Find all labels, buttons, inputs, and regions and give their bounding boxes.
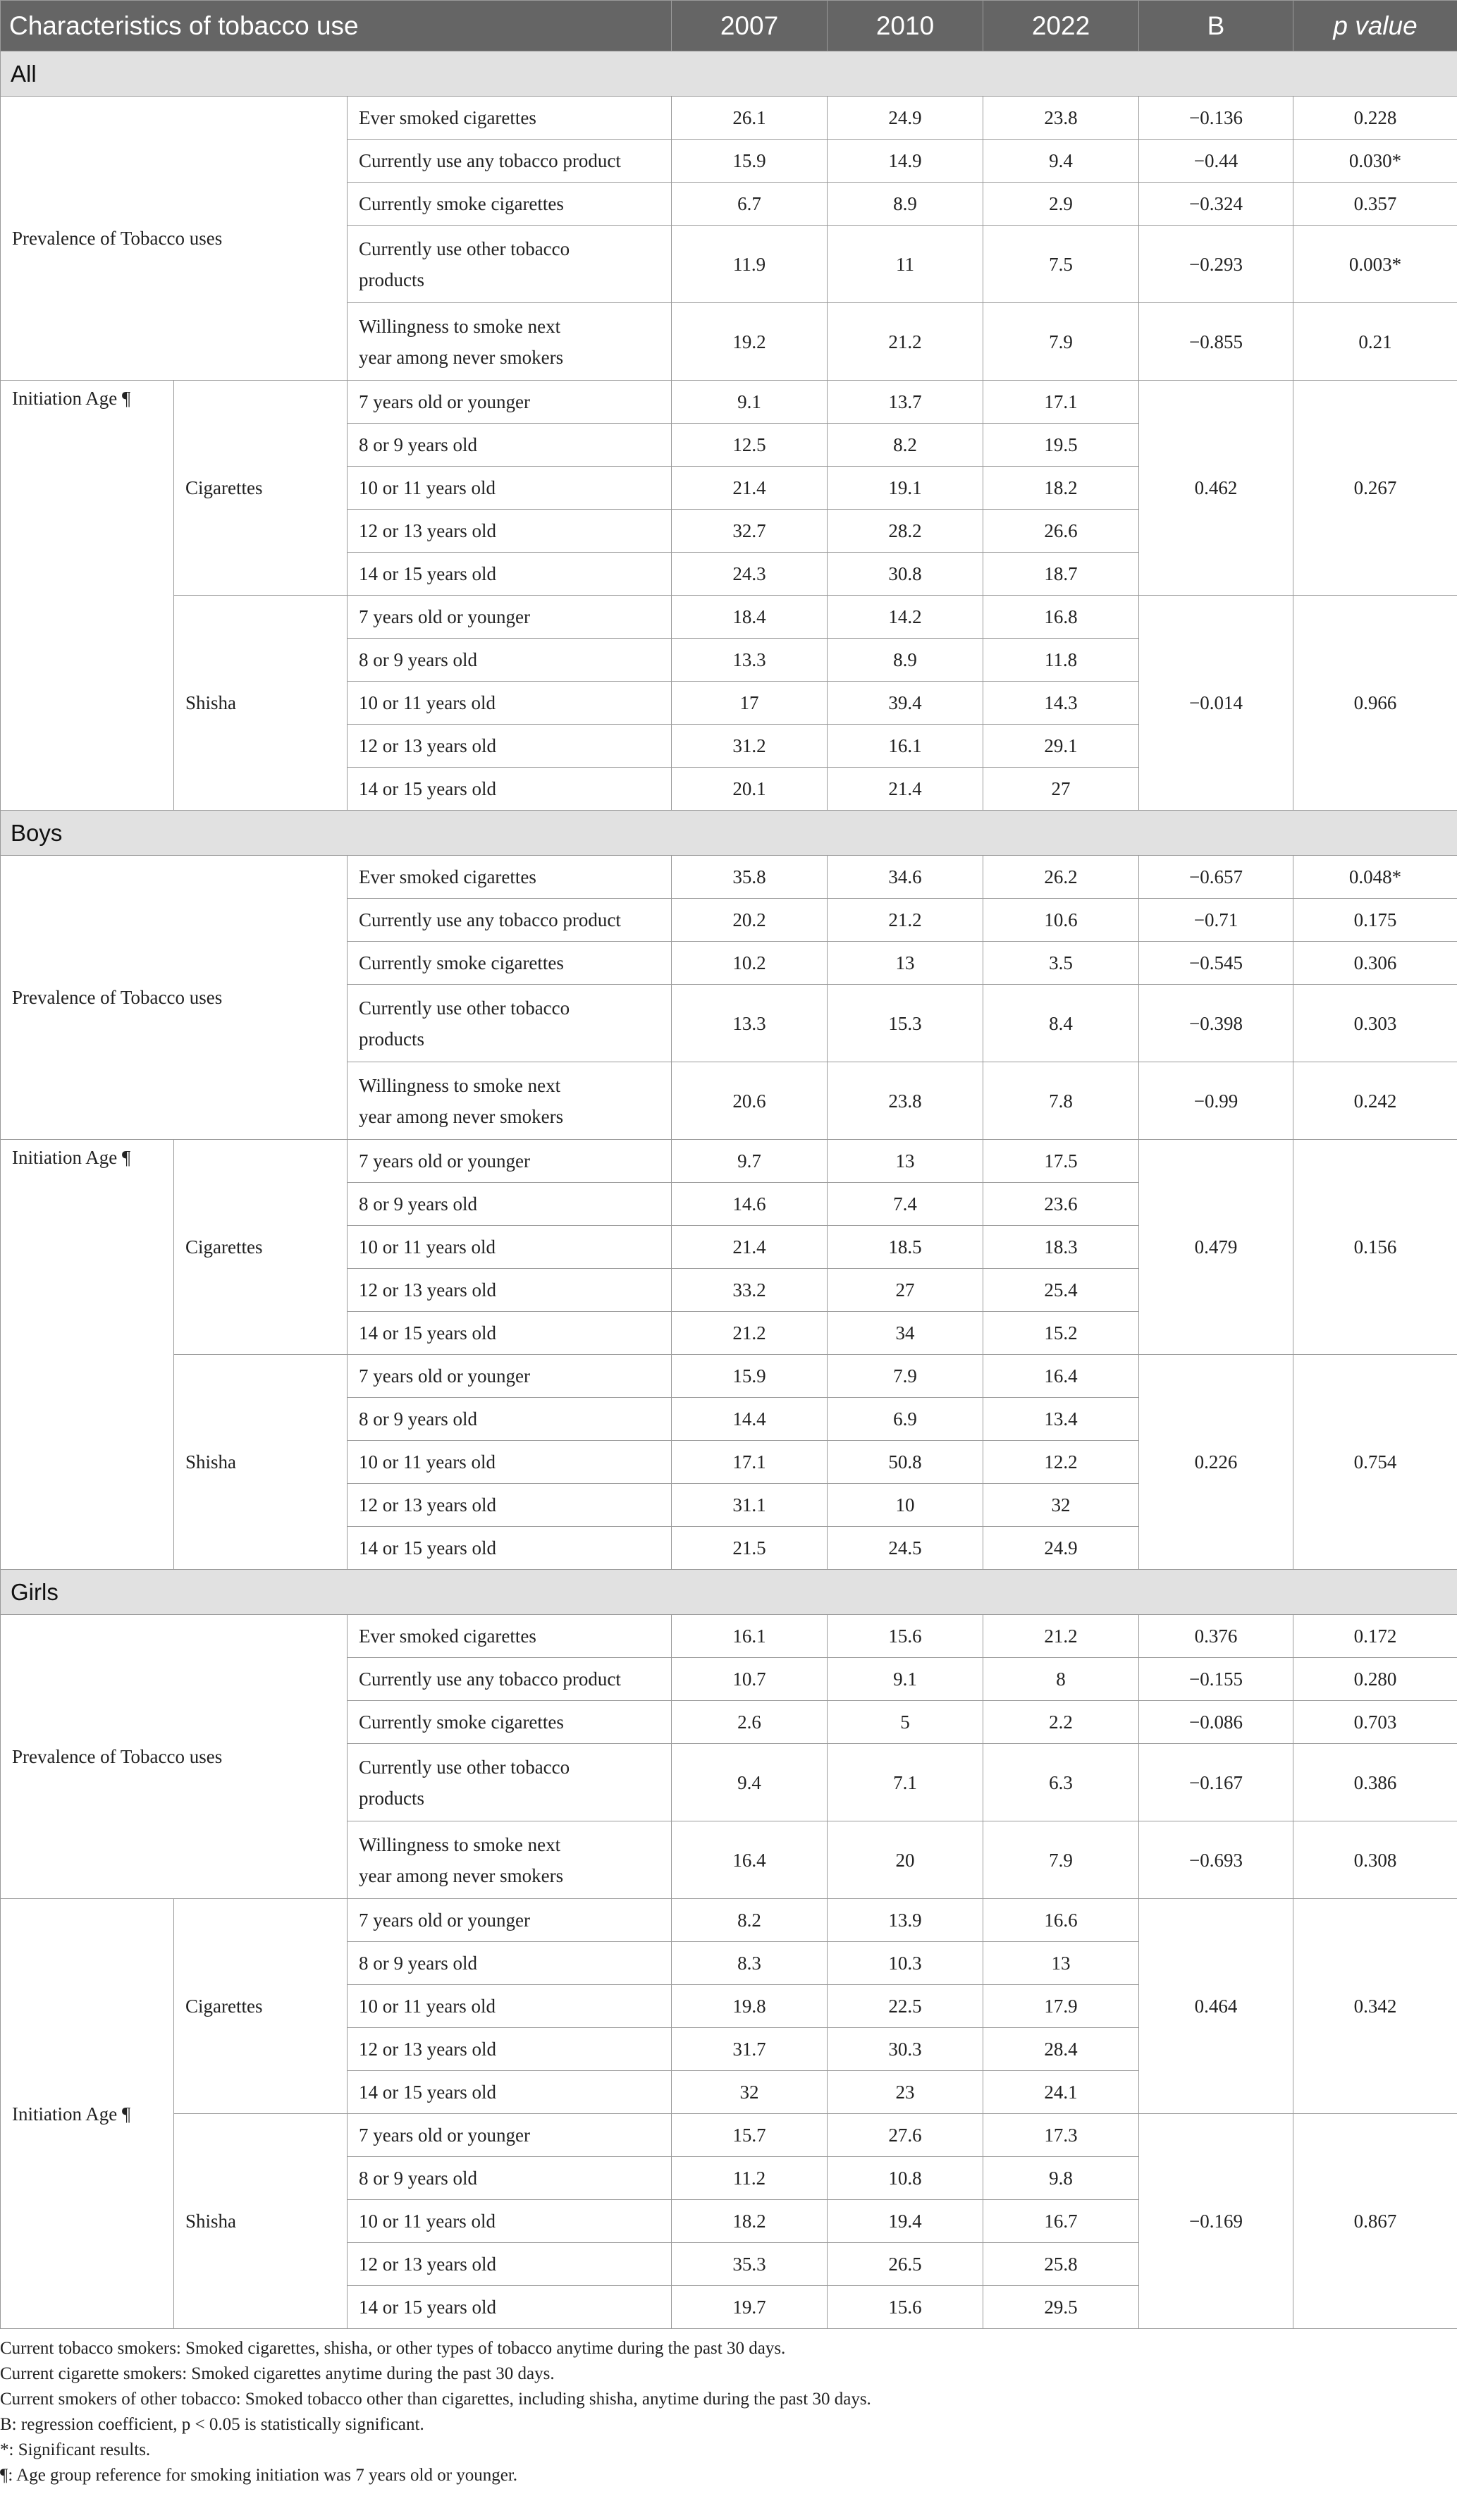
value-p: 0.342 (1293, 1899, 1457, 2114)
value-p: 0.308 (1293, 1821, 1457, 1899)
shisha-group-label: Shisha (174, 2114, 348, 2329)
value-b: −0.169 (1139, 2114, 1293, 2329)
header-p-value-text: p value (1333, 11, 1418, 40)
value-p: 0.306 (1293, 942, 1457, 985)
value-2022: 18.2 (983, 467, 1139, 510)
value-2010: 20 (828, 1821, 983, 1899)
value-2022: 27 (983, 768, 1139, 811)
table-row (1, 1899, 1457, 1942)
value-2007: 35.8 (672, 856, 828, 899)
value-2010: 21.2 (828, 303, 983, 381)
value-2010: 23.8 (828, 1062, 983, 1140)
value-2022: 23.8 (983, 97, 1139, 140)
value-b: −0.293 (1139, 226, 1293, 303)
cigarettes-group-label: Cigarettes (174, 1899, 348, 2114)
age-group-label: 8 or 9 years old (348, 424, 672, 467)
row-label: Currently use any tobacco product (348, 140, 672, 183)
value-2022: 8 (983, 1658, 1139, 1701)
age-group-label: 8 or 9 years old (348, 2157, 672, 2200)
value-p: 0.003* (1293, 226, 1457, 303)
value-2022: 17.3 (983, 2114, 1139, 2157)
value-b: 0.479 (1139, 1140, 1293, 1355)
value-2010: 18.5 (828, 1226, 983, 1269)
value-b: −0.167 (1139, 1744, 1293, 1821)
value-p: 0.228 (1293, 97, 1457, 140)
row-label: Currently use other tobacco products (348, 226, 672, 303)
value-2007: 18.4 (672, 596, 828, 639)
cigarettes-group-label: Cigarettes (174, 381, 348, 596)
value-2007: 31.1 (672, 1484, 828, 1527)
age-group-label: 7 years old or younger (348, 596, 672, 639)
value-2022: 7.9 (983, 1821, 1139, 1899)
value-2022: 14.3 (983, 682, 1139, 725)
value-2022: 18.7 (983, 553, 1139, 596)
value-2022: 16.8 (983, 596, 1139, 639)
value-2007: 10.2 (672, 942, 828, 985)
row-label: Willingness to smoke next year among never smokers (348, 303, 672, 381)
age-group-label: 12 or 13 years old (348, 725, 672, 768)
value-b: −0.99 (1139, 1062, 1293, 1140)
age-group-label: 7 years old or younger (348, 1355, 672, 1398)
age-group-label: 8 or 9 years old (348, 1942, 672, 1985)
value-2007: 19.7 (672, 2286, 828, 2329)
footnotes (0, 2329, 1457, 2488)
value-b: −0.71 (1139, 899, 1293, 942)
value-2010: 15.3 (828, 985, 983, 1062)
value-2022: 6.3 (983, 1744, 1139, 1821)
value-2010: 7.1 (828, 1744, 983, 1821)
header-row (1, 1, 1457, 51)
value-2010: 26.5 (828, 2243, 983, 2286)
value-2010: 15.6 (828, 1615, 983, 1658)
value-2007: 21.4 (672, 467, 828, 510)
row-label: Currently smoke cigarettes (348, 942, 672, 985)
value-2007: 8.2 (672, 1899, 828, 1942)
value-2007: 11.2 (672, 2157, 828, 2200)
value-2022: 7.8 (983, 1062, 1139, 1140)
value-2010: 14.9 (828, 140, 983, 183)
header-2007: 2007 (672, 1, 828, 51)
value-2010: 27 (828, 1269, 983, 1312)
table-row (1, 1615, 1457, 1658)
value-2007: 9.7 (672, 1140, 828, 1183)
value-2022: 17.9 (983, 1985, 1139, 2028)
age-group-label: 12 or 13 years old (348, 510, 672, 553)
row-label: Ever smoked cigarettes (348, 856, 672, 899)
value-2007: 17 (672, 682, 828, 725)
value-2022: 32 (983, 1484, 1139, 1527)
value-2022: 23.6 (983, 1183, 1139, 1226)
value-2010: 19.4 (828, 2200, 983, 2243)
value-2007: 8.3 (672, 1942, 828, 1985)
age-group-label: 12 or 13 years old (348, 2028, 672, 2071)
age-group-label: 10 or 11 years old (348, 1441, 672, 1484)
value-2010: 21.4 (828, 768, 983, 811)
value-p: 0.267 (1293, 381, 1457, 596)
age-group-label: 10 or 11 years old (348, 1985, 672, 2028)
table-row (1, 381, 1457, 424)
value-b: 0.464 (1139, 1899, 1293, 2114)
value-b: −0.014 (1139, 596, 1293, 811)
age-group-label: 7 years old or younger (348, 2114, 672, 2157)
header-characteristics: Characteristics of tobacco use (1, 1, 672, 51)
value-2022: 26.2 (983, 856, 1139, 899)
footnote: Current tobacco smokers: Smoked cigarettes, shisha, or other types of tobacco anytime during the past 30 days. (0, 2339, 786, 2358)
header-2022: 2022 (983, 1, 1139, 51)
value-2022: 26.6 (983, 510, 1139, 553)
row-label: Currently smoke cigarettes (348, 183, 672, 226)
value-2007: 35.3 (672, 2243, 828, 2286)
value-2007: 6.7 (672, 183, 828, 226)
value-2007: 14.4 (672, 1398, 828, 1441)
value-2022: 13 (983, 1942, 1139, 1985)
value-2010: 14.2 (828, 596, 983, 639)
value-p: 0.867 (1293, 2114, 1457, 2329)
age-group-label: 14 or 15 years old (348, 2071, 672, 2114)
value-2007: 21.2 (672, 1312, 828, 1355)
value-2007: 18.2 (672, 2200, 828, 2243)
value-2010: 28.2 (828, 510, 983, 553)
value-2010: 50.8 (828, 1441, 983, 1484)
value-2007: 9.1 (672, 381, 828, 424)
age-group-label: 10 or 11 years old (348, 1226, 672, 1269)
value-2007: 20.1 (672, 768, 828, 811)
value-p: 0.048* (1293, 856, 1457, 899)
value-2022: 2.2 (983, 1701, 1139, 1744)
value-2007: 20.2 (672, 899, 828, 942)
value-2007: 31.2 (672, 725, 828, 768)
value-2010: 34.6 (828, 856, 983, 899)
age-group-label: 14 or 15 years old (348, 1527, 672, 1570)
value-2022: 10.6 (983, 899, 1139, 942)
value-2022: 19.5 (983, 424, 1139, 467)
value-b: −0.136 (1139, 97, 1293, 140)
value-b: −0.155 (1139, 1658, 1293, 1701)
section-header (1, 51, 1457, 97)
footnote: Current cigarette smokers: Smoked cigarettes anytime during the past 30 days. (0, 2364, 555, 2383)
value-2010: 9.1 (828, 1658, 983, 1701)
row-label: Currently use any tobacco product (348, 899, 672, 942)
value-2022: 21.2 (983, 1615, 1139, 1658)
value-p: 0.386 (1293, 1744, 1457, 1821)
value-2010: 13 (828, 1140, 983, 1183)
value-2010: 19.1 (828, 467, 983, 510)
footnote: *: Significant results. (0, 2440, 151, 2459)
value-2022: 15.2 (983, 1312, 1139, 1355)
value-2007: 33.2 (672, 1269, 828, 1312)
age-group-label: 7 years old or younger (348, 1899, 672, 1942)
value-2007: 26.1 (672, 97, 828, 140)
value-2007: 21.4 (672, 1226, 828, 1269)
age-group-label: 14 or 15 years old (348, 2286, 672, 2329)
value-2007: 19.2 (672, 303, 828, 381)
value-2022: 17.5 (983, 1140, 1139, 1183)
value-2022: 2.9 (983, 183, 1139, 226)
value-2022: 13.4 (983, 1398, 1139, 1441)
row-label: Willingness to smoke next year among never smokers (348, 1062, 672, 1140)
table-row (1, 1355, 1457, 1398)
footnote: B: regression coefficient, p < 0.05 is statistically significant. (0, 2415, 424, 2434)
section-title: Girls (1, 1570, 1457, 1615)
value-2010: 27.6 (828, 2114, 983, 2157)
header-2010: 2010 (828, 1, 983, 51)
age-group-label: 10 or 11 years old (348, 2200, 672, 2243)
value-2007: 15.9 (672, 140, 828, 183)
value-2007: 9.4 (672, 1744, 828, 1821)
value-2022: 3.5 (983, 942, 1139, 985)
value-2010: 24.5 (828, 1527, 983, 1570)
age-group-label: 12 or 13 years old (348, 2243, 672, 2286)
value-2007: 31.7 (672, 2028, 828, 2071)
value-2010: 30.3 (828, 2028, 983, 2071)
value-2022: 28.4 (983, 2028, 1139, 2071)
table-row (1, 856, 1457, 899)
value-2010: 11 (828, 226, 983, 303)
value-2007: 16.1 (672, 1615, 828, 1658)
value-2007: 32 (672, 2071, 828, 2114)
row-label: Currently use any tobacco product (348, 1658, 672, 1701)
value-2010: 30.8 (828, 553, 983, 596)
value-2010: 10.8 (828, 2157, 983, 2200)
age-group-label: 12 or 13 years old (348, 1484, 672, 1527)
value-2010: 8.2 (828, 424, 983, 467)
value-2007: 15.7 (672, 2114, 828, 2157)
value-2010: 10.3 (828, 1942, 983, 1985)
value-2022: 7.9 (983, 303, 1139, 381)
value-2007: 13.3 (672, 985, 828, 1062)
value-2010: 13.9 (828, 1899, 983, 1942)
value-b: −0.657 (1139, 856, 1293, 899)
value-2022: 9.8 (983, 2157, 1139, 2200)
value-2007: 2.6 (672, 1701, 828, 1744)
age-group-label: 12 or 13 years old (348, 1269, 672, 1312)
value-p: 0.172 (1293, 1615, 1457, 1658)
value-p: 0.966 (1293, 596, 1457, 811)
value-2022: 9.4 (983, 140, 1139, 183)
value-p: 0.280 (1293, 1658, 1457, 1701)
value-b: 0.376 (1139, 1615, 1293, 1658)
table-body (1, 51, 1457, 2329)
table-row (1, 97, 1457, 140)
value-2022: 7.5 (983, 226, 1139, 303)
row-label: Willingness to smoke next year among never smokers (348, 1821, 672, 1899)
prevalence-group-label: Prevalence of Tobacco uses (1, 1615, 348, 1899)
value-2010: 15.6 (828, 2286, 983, 2329)
age-group-label: 8 or 9 years old (348, 1183, 672, 1226)
section-title: All (1, 51, 1457, 97)
value-b: 0.462 (1139, 381, 1293, 596)
value-2022: 29.5 (983, 2286, 1139, 2329)
value-p: 0.030* (1293, 140, 1457, 183)
section-title: Boys (1, 811, 1457, 856)
value-2022: 12.2 (983, 1441, 1139, 1484)
value-2022: 29.1 (983, 725, 1139, 768)
value-2010: 8.9 (828, 639, 983, 682)
shisha-group-label: Shisha (174, 596, 348, 811)
value-2022: 24.1 (983, 2071, 1139, 2114)
value-2007: 14.6 (672, 1183, 828, 1226)
value-p: 0.156 (1293, 1140, 1457, 1355)
value-2010: 10 (828, 1484, 983, 1527)
value-2007: 10.7 (672, 1658, 828, 1701)
value-b: −0.324 (1139, 183, 1293, 226)
value-b: −0.855 (1139, 303, 1293, 381)
value-2010: 39.4 (828, 682, 983, 725)
value-2022: 8.4 (983, 985, 1139, 1062)
value-2007: 21.5 (672, 1527, 828, 1570)
value-2007: 24.3 (672, 553, 828, 596)
row-label: Currently use other tobacco products (348, 1744, 672, 1821)
value-2022: 18.3 (983, 1226, 1139, 1269)
age-group-label: 8 or 9 years old (348, 1398, 672, 1441)
value-p: 0.175 (1293, 899, 1457, 942)
age-group-label: 10 or 11 years old (348, 467, 672, 510)
value-2010: 34 (828, 1312, 983, 1355)
value-p: 0.242 (1293, 1062, 1457, 1140)
value-2022: 11.8 (983, 639, 1139, 682)
value-p: 0.754 (1293, 1355, 1457, 1570)
header-b: B (1139, 1, 1293, 51)
header-p-value (1293, 1, 1457, 51)
value-2010: 16.1 (828, 725, 983, 768)
value-p: 0.303 (1293, 985, 1457, 1062)
value-2022: 16.6 (983, 1899, 1139, 1942)
table-row (1, 596, 1457, 639)
table-row (1, 2114, 1457, 2157)
value-p: 0.21 (1293, 303, 1457, 381)
age-group-label: 14 or 15 years old (348, 768, 672, 811)
age-group-label: 14 or 15 years old (348, 1312, 672, 1355)
initiation-age-label: Initiation Age ¶ (1, 381, 174, 811)
section-header (1, 1570, 1457, 1615)
value-2022: 24.9 (983, 1527, 1139, 1570)
value-b: −0.693 (1139, 1821, 1293, 1899)
value-2010: 5 (828, 1701, 983, 1744)
initiation-age-label: Initiation Age ¶ (1, 1899, 174, 2329)
value-2022: 25.8 (983, 2243, 1139, 2286)
value-b: −0.398 (1139, 985, 1293, 1062)
row-label: Ever smoked cigarettes (348, 1615, 672, 1658)
value-2007: 20.6 (672, 1062, 828, 1140)
value-2010: 24.9 (828, 97, 983, 140)
prevalence-group-label: Prevalence of Tobacco uses (1, 97, 348, 381)
value-2007: 13.3 (672, 639, 828, 682)
value-2007: 19.8 (672, 1985, 828, 2028)
value-2010: 22.5 (828, 1985, 983, 2028)
age-group-label: 7 years old or younger (348, 1140, 672, 1183)
age-group-label: 7 years old or younger (348, 381, 672, 424)
value-p: 0.703 (1293, 1701, 1457, 1744)
value-2007: 16.4 (672, 1821, 828, 1899)
value-2010: 6.9 (828, 1398, 983, 1441)
row-label: Currently smoke cigarettes (348, 1701, 672, 1744)
footnote: Current smokers of other tobacco: Smoked tobacco other than cigarettes, including shisha, anytime during the past 30 days. (0, 2390, 871, 2409)
value-b: 0.226 (1139, 1355, 1293, 1570)
age-group-label: 10 or 11 years old (348, 682, 672, 725)
section-header (1, 811, 1457, 856)
cigarettes-group-label: Cigarettes (174, 1140, 348, 1355)
value-2007: 32.7 (672, 510, 828, 553)
age-group-label: 14 or 15 years old (348, 553, 672, 596)
value-b: −0.44 (1139, 140, 1293, 183)
value-2007: 17.1 (672, 1441, 828, 1484)
value-2010: 7.9 (828, 1355, 983, 1398)
footnote: ¶: Age group reference for smoking initiation was 7 years old or younger. (0, 2466, 518, 2485)
value-2010: 8.9 (828, 183, 983, 226)
value-2010: 21.2 (828, 899, 983, 942)
value-2022: 17.1 (983, 381, 1139, 424)
value-2010: 13 (828, 942, 983, 985)
initiation-age-label: Initiation Age ¶ (1, 1140, 174, 1570)
row-label: Ever smoked cigarettes (348, 97, 672, 140)
value-b: −0.086 (1139, 1701, 1293, 1744)
value-2022: 16.7 (983, 2200, 1139, 2243)
value-b: −0.545 (1139, 942, 1293, 985)
value-2007: 11.9 (672, 226, 828, 303)
value-p: 0.357 (1293, 183, 1457, 226)
value-2007: 12.5 (672, 424, 828, 467)
prevalence-group-label: Prevalence of Tobacco uses (1, 856, 348, 1140)
table-row (1, 1140, 1457, 1183)
value-2010: 23 (828, 2071, 983, 2114)
shisha-group-label: Shisha (174, 1355, 348, 1570)
age-group-label: 8 or 9 years old (348, 639, 672, 682)
value-2010: 13.7 (828, 381, 983, 424)
row-label: Currently use other tobacco products (348, 985, 672, 1062)
value-2007: 15.9 (672, 1355, 828, 1398)
value-2010: 7.4 (828, 1183, 983, 1226)
value-2022: 25.4 (983, 1269, 1139, 1312)
value-2022: 16.4 (983, 1355, 1139, 1398)
